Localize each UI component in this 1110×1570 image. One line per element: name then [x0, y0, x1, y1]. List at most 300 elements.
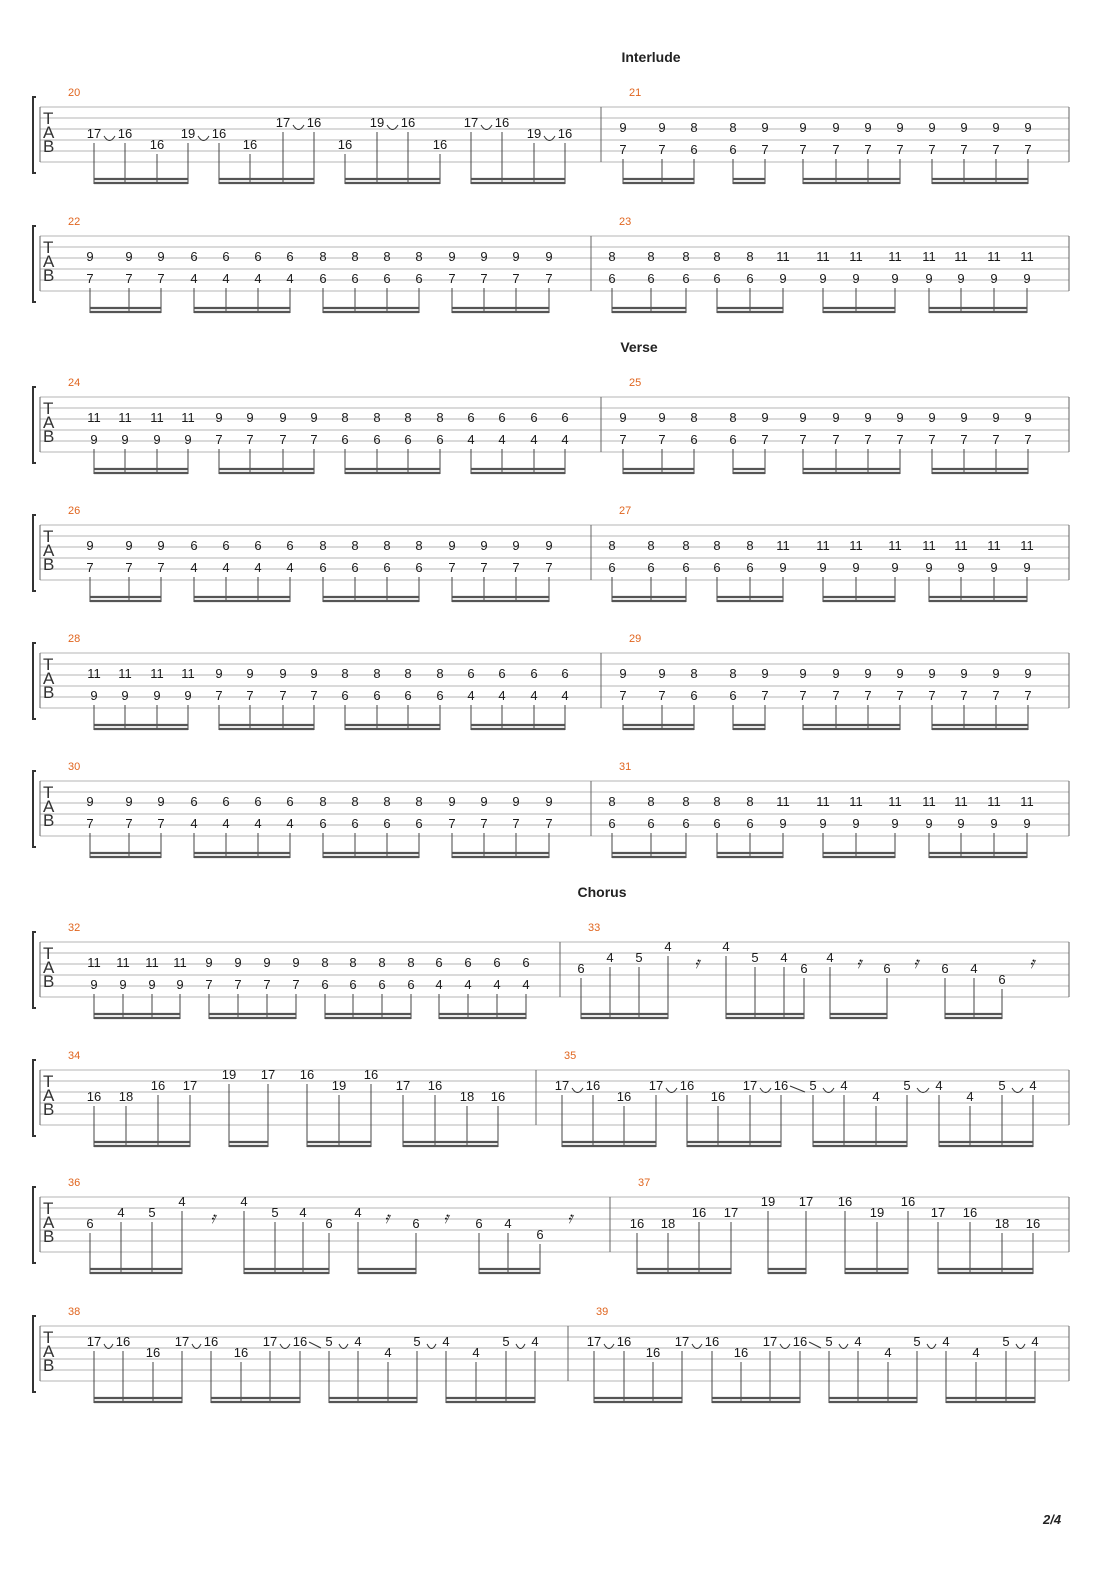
fret-number: 6: [436, 432, 444, 447]
fret-number: 16: [299, 1067, 315, 1082]
fret-number: 6: [341, 432, 349, 447]
fret-number: 17: [174, 1334, 190, 1349]
fret-number: 9: [896, 666, 904, 681]
fret-number: 18: [118, 1089, 134, 1104]
fret-number: 11: [776, 249, 790, 264]
fret-number: 9: [852, 816, 860, 831]
fret-number: 8: [415, 538, 423, 553]
fret-number: 4: [522, 977, 530, 992]
fret-number: 9: [779, 816, 787, 831]
fret-number: 11: [87, 666, 101, 681]
tab-clef-letter: T: [43, 783, 54, 802]
fret-number: 4: [561, 688, 569, 703]
fret-number: 4: [222, 816, 230, 831]
fret-number: 9: [658, 410, 666, 425]
fret-number: 7: [310, 432, 318, 447]
fret-number: 8: [682, 538, 690, 553]
fret-number: 4: [467, 432, 475, 447]
fret-number: 6: [378, 977, 386, 992]
fret-number: 7: [619, 688, 627, 703]
system-bracket: [33, 1187, 36, 1263]
fret-number: 9: [990, 816, 998, 831]
fret-number: 6: [321, 977, 329, 992]
fret-number: 4: [498, 688, 506, 703]
fret-number: 7: [310, 688, 318, 703]
fret-number: 9: [292, 955, 300, 970]
fret-number: 7: [545, 271, 553, 286]
fret-number: 6: [498, 410, 506, 425]
fret-number: 16: [494, 115, 510, 130]
fret-number: 7: [896, 688, 904, 703]
fret-number: 17: [586, 1334, 602, 1349]
sixteenth-rest: 𝄿: [856, 955, 862, 972]
fret-number: 6: [467, 666, 475, 681]
fret-number: 7: [545, 560, 553, 575]
tab-clef-letter: A: [43, 1086, 55, 1105]
measure-number: 39: [596, 1306, 609, 1318]
fret-number: 9: [658, 666, 666, 681]
fret-number: 6: [190, 538, 198, 553]
fret-number: 5: [271, 1205, 279, 1220]
fret-number: 9: [864, 666, 872, 681]
fret-number: 11: [1020, 538, 1034, 553]
fret-number: 7: [832, 142, 840, 157]
fret-number: 9: [279, 666, 287, 681]
fret-number: 16: [837, 1194, 853, 1209]
fret-number: 7: [864, 688, 872, 703]
fret-number: 6: [713, 271, 721, 286]
fret-number: 8: [713, 538, 721, 553]
fret-number: 7: [86, 560, 94, 575]
fret-number: 6: [536, 1227, 544, 1242]
fret-number: 9: [799, 120, 807, 135]
fret-number: 7: [832, 688, 840, 703]
fret-number: 16: [645, 1345, 661, 1360]
fret-number: 4: [664, 939, 672, 954]
section-title: Verse: [620, 339, 658, 355]
fret-number: 4: [606, 950, 614, 965]
fret-number: 8: [729, 120, 737, 135]
fret-number: 7: [799, 432, 807, 447]
fret-number: 7: [86, 271, 94, 286]
tab-clef-letter: B: [43, 972, 55, 991]
fret-number: 7: [992, 142, 1000, 157]
fret-number: 4: [840, 1078, 848, 1093]
fret-number: 9: [779, 560, 787, 575]
fret-number: 9: [896, 120, 904, 135]
fret-number: 9: [619, 666, 627, 681]
fret-number: 4: [442, 1334, 450, 1349]
fret-number: 19: [526, 126, 542, 141]
fret-number: 16: [962, 1205, 978, 1220]
fret-number: 7: [215, 688, 223, 703]
fret-number: 7: [512, 271, 520, 286]
fret-number: 9: [125, 249, 133, 264]
fret-number: 16: [432, 137, 448, 152]
measure-number: 32: [68, 922, 81, 934]
fret-number: 6: [415, 816, 423, 831]
fret-number: 11: [987, 249, 1001, 264]
sixteenth-rest: 𝄿: [210, 1210, 216, 1227]
fret-number: 5: [413, 1334, 421, 1349]
fret-number: 9: [891, 271, 899, 286]
fret-number: 11: [954, 794, 968, 809]
fret-number: 8: [351, 538, 359, 553]
fret-number: 8: [690, 410, 698, 425]
tab-clef-letter: B: [43, 1227, 55, 1246]
fret-number: 7: [480, 271, 488, 286]
fret-number: 16: [86, 1089, 102, 1104]
fret-number: 11: [145, 955, 159, 970]
fret-number: 7: [448, 271, 456, 286]
fret-number: 6: [690, 142, 698, 157]
fret-number: 7: [448, 560, 456, 575]
fret-number: 8: [373, 410, 381, 425]
fret-number: 5: [148, 1205, 156, 1220]
fret-number: 9: [1024, 120, 1032, 135]
tab-clef-letter: T: [43, 655, 54, 674]
fret-number: 6: [286, 538, 294, 553]
fret-number: 8: [608, 794, 616, 809]
fret-number: 11: [849, 538, 863, 553]
fret-number: 6: [319, 816, 327, 831]
fret-number: 9: [761, 120, 769, 135]
measure-number: 34: [68, 1050, 81, 1062]
tab-clef-letter: A: [43, 123, 55, 142]
fret-number: 9: [992, 410, 1000, 425]
fret-number: 11: [888, 249, 902, 264]
sixteenth-rest: 𝄿: [694, 955, 700, 972]
fret-number: 5: [998, 1078, 1006, 1093]
fret-number: 17: [930, 1205, 946, 1220]
fret-number: 7: [799, 142, 807, 157]
system-bracket: [33, 1316, 36, 1392]
fret-number: 7: [263, 977, 271, 992]
fret-number: 8: [349, 955, 357, 970]
fret-number: 9: [928, 666, 936, 681]
tab-clef-letter: B: [43, 1356, 55, 1375]
fret-number: 7: [896, 432, 904, 447]
fret-number: 6: [349, 977, 357, 992]
fret-number: 7: [157, 271, 165, 286]
fret-number: 6: [608, 816, 616, 831]
fret-number: 18: [459, 1089, 475, 1104]
sixteenth-rest: 𝄿: [443, 1210, 449, 1227]
fret-number: 19: [331, 1078, 347, 1093]
fret-number: 6: [530, 666, 538, 681]
fret-number: 16: [1025, 1216, 1041, 1231]
fret-number: 17: [86, 126, 102, 141]
fret-number: 9: [148, 977, 156, 992]
fret-number: 16: [773, 1078, 789, 1093]
measure-number: 23: [619, 216, 632, 228]
fret-number: 9: [480, 249, 488, 264]
fret-number: 9: [448, 249, 456, 264]
fret-number: 6: [190, 249, 198, 264]
fret-number: 9: [658, 120, 666, 135]
fret-number: 6: [404, 432, 412, 447]
fret-number: 4: [493, 977, 501, 992]
fret-number: 16: [679, 1078, 695, 1093]
fret-number: 9: [1023, 560, 1031, 575]
fret-number: 4: [464, 977, 472, 992]
fret-number: 4: [435, 977, 443, 992]
measure-number: 26: [68, 505, 81, 517]
fret-number: 16: [616, 1089, 632, 1104]
tab-clef-letter: T: [43, 1072, 54, 1091]
fret-number: 9: [957, 271, 965, 286]
fret-number: 7: [545, 816, 553, 831]
fret-number: 9: [545, 538, 553, 553]
fret-number: 7: [125, 816, 133, 831]
fret-number: 9: [852, 271, 860, 286]
fret-number: 19: [869, 1205, 885, 1220]
fret-number: 8: [746, 249, 754, 264]
fret-number: 8: [436, 410, 444, 425]
fret-number: 9: [761, 666, 769, 681]
fret-number: 7: [658, 432, 666, 447]
tab-clef-letter: T: [43, 527, 54, 546]
fret-number: 4: [935, 1078, 943, 1093]
fret-number: 9: [125, 538, 133, 553]
fret-number: 18: [660, 1216, 676, 1231]
fret-number: 8: [404, 666, 412, 681]
fret-number: 8: [746, 794, 754, 809]
fret-number: 7: [246, 688, 254, 703]
fret-number: 11: [987, 794, 1001, 809]
fret-number: 9: [263, 955, 271, 970]
fret-number: 5: [502, 1334, 510, 1349]
slide-line: [790, 1086, 805, 1092]
fret-number: 6: [383, 271, 391, 286]
fret-number: 4: [178, 1194, 186, 1209]
fret-number: 9: [184, 688, 192, 703]
slide-line: [309, 1342, 321, 1348]
fret-number: 9: [832, 410, 840, 425]
fret-number: 11: [173, 955, 187, 970]
section-title: Chorus: [577, 884, 627, 900]
fret-number: 11: [816, 794, 830, 809]
measure-number: 36: [68, 1177, 81, 1189]
fret-number: 6: [222, 794, 230, 809]
fret-number: 5: [809, 1078, 817, 1093]
fret-number: 9: [157, 794, 165, 809]
fret-number: 9: [310, 410, 318, 425]
fret-number: 9: [832, 666, 840, 681]
fret-number: 6: [800, 961, 808, 976]
fret-number: 11: [816, 249, 830, 264]
tab-clef-letter: A: [43, 413, 55, 432]
fret-number: 6: [435, 955, 443, 970]
fret-number: 11: [776, 538, 790, 553]
fret-number: 6: [373, 688, 381, 703]
fret-number: 4: [561, 432, 569, 447]
fret-number: 9: [852, 560, 860, 575]
fret-number: 11: [181, 410, 195, 425]
fret-number: 9: [925, 271, 933, 286]
fret-number: 17: [554, 1078, 570, 1093]
fret-number: 9: [121, 688, 129, 703]
fret-number: 6: [647, 271, 655, 286]
sixteenth-rest: 𝄿: [384, 1210, 390, 1227]
fret-number: 7: [928, 688, 936, 703]
fret-number: 16: [211, 126, 227, 141]
measure-number: 21: [629, 87, 642, 99]
fret-number: 16: [792, 1334, 808, 1349]
measure-number: 35: [564, 1050, 577, 1062]
fret-number: 11: [816, 538, 830, 553]
fret-number: 9: [215, 410, 223, 425]
fret-number: 17: [798, 1194, 814, 1209]
fret-number: 7: [1024, 688, 1032, 703]
fret-number: 16: [691, 1205, 707, 1220]
fret-number: 4: [190, 816, 198, 831]
fret-number: 19: [221, 1067, 237, 1082]
fret-number: 9: [619, 120, 627, 135]
measure-number: 20: [68, 87, 81, 99]
fret-number: 8: [682, 794, 690, 809]
fret-number: 7: [205, 977, 213, 992]
fret-number: 6: [464, 955, 472, 970]
fret-number: 16: [733, 1345, 749, 1360]
fret-number: 11: [922, 794, 936, 809]
fret-number: 4: [1029, 1078, 1037, 1093]
fret-number: 9: [990, 560, 998, 575]
fret-number: 16: [710, 1089, 726, 1104]
fret-number: 7: [658, 688, 666, 703]
fret-number: 6: [286, 249, 294, 264]
fret-number: 17: [742, 1078, 758, 1093]
fret-number: 4: [531, 1334, 539, 1349]
fret-number: 7: [761, 142, 769, 157]
tab-clef-letter: B: [43, 1100, 55, 1119]
fret-number: 6: [190, 794, 198, 809]
measure-number: 22: [68, 216, 81, 228]
fret-number: 7: [448, 816, 456, 831]
fret-number: 16: [115, 1334, 131, 1349]
fret-number: 6: [682, 271, 690, 286]
fret-number: 4: [467, 688, 475, 703]
fret-number: 9: [1023, 816, 1031, 831]
fret-number: 8: [415, 249, 423, 264]
fret-number: 7: [246, 432, 254, 447]
fret-number: 6: [436, 688, 444, 703]
fret-number: 5: [751, 950, 759, 965]
fret-number: 4: [530, 688, 538, 703]
tab-clef-letter: T: [43, 944, 54, 963]
fret-number: 16: [616, 1334, 632, 1349]
fret-number: 7: [992, 688, 1000, 703]
fret-number: 7: [480, 560, 488, 575]
fret-number: 7: [832, 432, 840, 447]
tab-clef-letter: B: [43, 683, 55, 702]
fret-number: 6: [746, 271, 754, 286]
fret-number: 7: [928, 432, 936, 447]
measure-number: 27: [619, 505, 632, 517]
fret-number: 16: [233, 1345, 249, 1360]
fret-number: 6: [254, 249, 262, 264]
fret-number: 6: [86, 1216, 94, 1231]
fret-number: 4: [254, 560, 262, 575]
fret-number: 11: [1020, 794, 1034, 809]
fret-number: 6: [729, 142, 737, 157]
fret-number: 8: [713, 794, 721, 809]
sixteenth-rest: 𝄿: [567, 1210, 573, 1227]
fret-number: 7: [761, 688, 769, 703]
tab-clef-letter: A: [43, 1342, 55, 1361]
measure-number: 33: [588, 922, 601, 934]
fret-number: 6: [746, 816, 754, 831]
fret-number: 4: [872, 1089, 880, 1104]
fret-number: 6: [383, 560, 391, 575]
fret-number: 4: [530, 432, 538, 447]
fret-number: 9: [960, 666, 968, 681]
fret-number: 7: [215, 432, 223, 447]
fret-number: 7: [512, 816, 520, 831]
fret-number: 8: [383, 794, 391, 809]
fret-number: 4: [942, 1334, 950, 1349]
fret-number: 9: [480, 794, 488, 809]
fret-number: 6: [647, 560, 655, 575]
fret-number: 4: [354, 1334, 362, 1349]
fret-number: 7: [1024, 142, 1032, 157]
fret-number: 9: [512, 538, 520, 553]
system-bracket: [33, 97, 36, 173]
fret-number: 9: [992, 120, 1000, 135]
section-title: Interlude: [621, 49, 681, 65]
fret-number: 4: [472, 1345, 480, 1360]
fret-number: 9: [448, 538, 456, 553]
fret-number: 11: [116, 955, 130, 970]
fret-number: 16: [585, 1078, 601, 1093]
fret-number: 9: [891, 816, 899, 831]
fret-number: 6: [941, 961, 949, 976]
fret-number: 11: [922, 249, 936, 264]
fret-number: 8: [608, 538, 616, 553]
fret-number: 4: [117, 1205, 125, 1220]
fret-number: 17: [262, 1334, 278, 1349]
fret-number: 6: [404, 688, 412, 703]
fret-number: 9: [960, 120, 968, 135]
fret-number: 17: [86, 1334, 102, 1349]
fret-number: 11: [87, 410, 101, 425]
tab-clef-letter: B: [43, 555, 55, 574]
fret-number: 9: [761, 410, 769, 425]
fret-number: 16: [203, 1334, 219, 1349]
measure-number: 37: [638, 1177, 651, 1189]
fret-number: 7: [125, 271, 133, 286]
fret-number: 6: [647, 816, 655, 831]
fret-number: 17: [260, 1067, 276, 1082]
fret-number: 17: [463, 115, 479, 130]
measure-number: 30: [68, 761, 81, 773]
fret-number: 9: [864, 410, 872, 425]
fret-number: 5: [913, 1334, 921, 1349]
fret-number: 4: [222, 560, 230, 575]
fret-number: 18: [994, 1216, 1010, 1231]
fret-number: 7: [960, 688, 968, 703]
fret-number: 16: [400, 115, 416, 130]
measure-number: 28: [68, 633, 81, 645]
fret-number: 11: [118, 410, 132, 425]
fret-number: 11: [987, 538, 1001, 553]
fret-number: 6: [254, 538, 262, 553]
fret-number: 11: [776, 794, 790, 809]
fret-number: 11: [150, 666, 164, 681]
fret-number: 7: [960, 142, 968, 157]
fret-number: 11: [888, 794, 902, 809]
fret-number: 9: [1024, 666, 1032, 681]
